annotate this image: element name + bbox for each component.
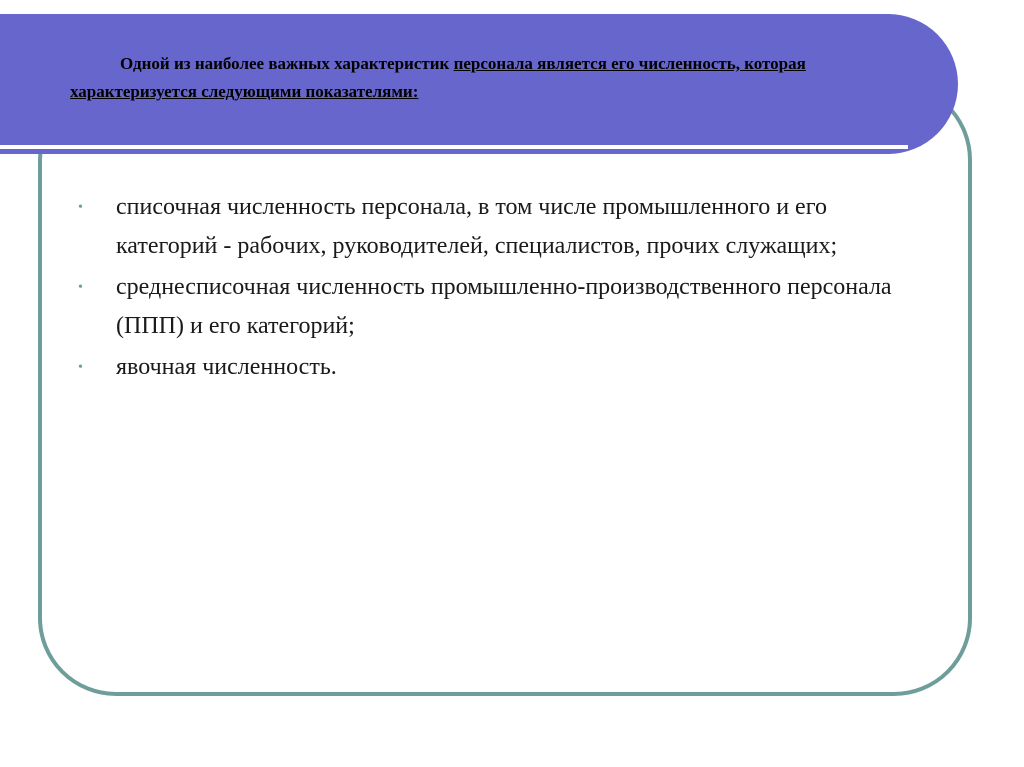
bullet-text: списочная численность персонала, в том числе промышленного и его категорий - рабочих, руководителей, специалистов, прочих служащих; <box>116 194 838 259</box>
slide-title <box>70 50 840 106</box>
bullet-text: явочная численность. <box>116 354 337 380</box>
bullet-icon: • <box>78 280 83 295</box>
bullet-item <box>74 268 924 346</box>
content-frame <box>38 82 972 696</box>
title-underlined: персонала является его численность, которая характеризуется следующими показателями: <box>70 54 806 101</box>
bullet-list <box>74 188 924 389</box>
bullet-text: среднесписочная численность промышленно-производственного персонала (ППП) и его категорий; <box>116 274 892 339</box>
bullet-icon: • <box>78 360 83 375</box>
title-prefix: Одной из наиболее важных характеристик <box>120 54 454 73</box>
bullet-icon: • <box>78 200 83 215</box>
header-divider-line <box>0 145 908 149</box>
bullet-item <box>74 188 924 266</box>
bullet-item <box>74 348 924 387</box>
